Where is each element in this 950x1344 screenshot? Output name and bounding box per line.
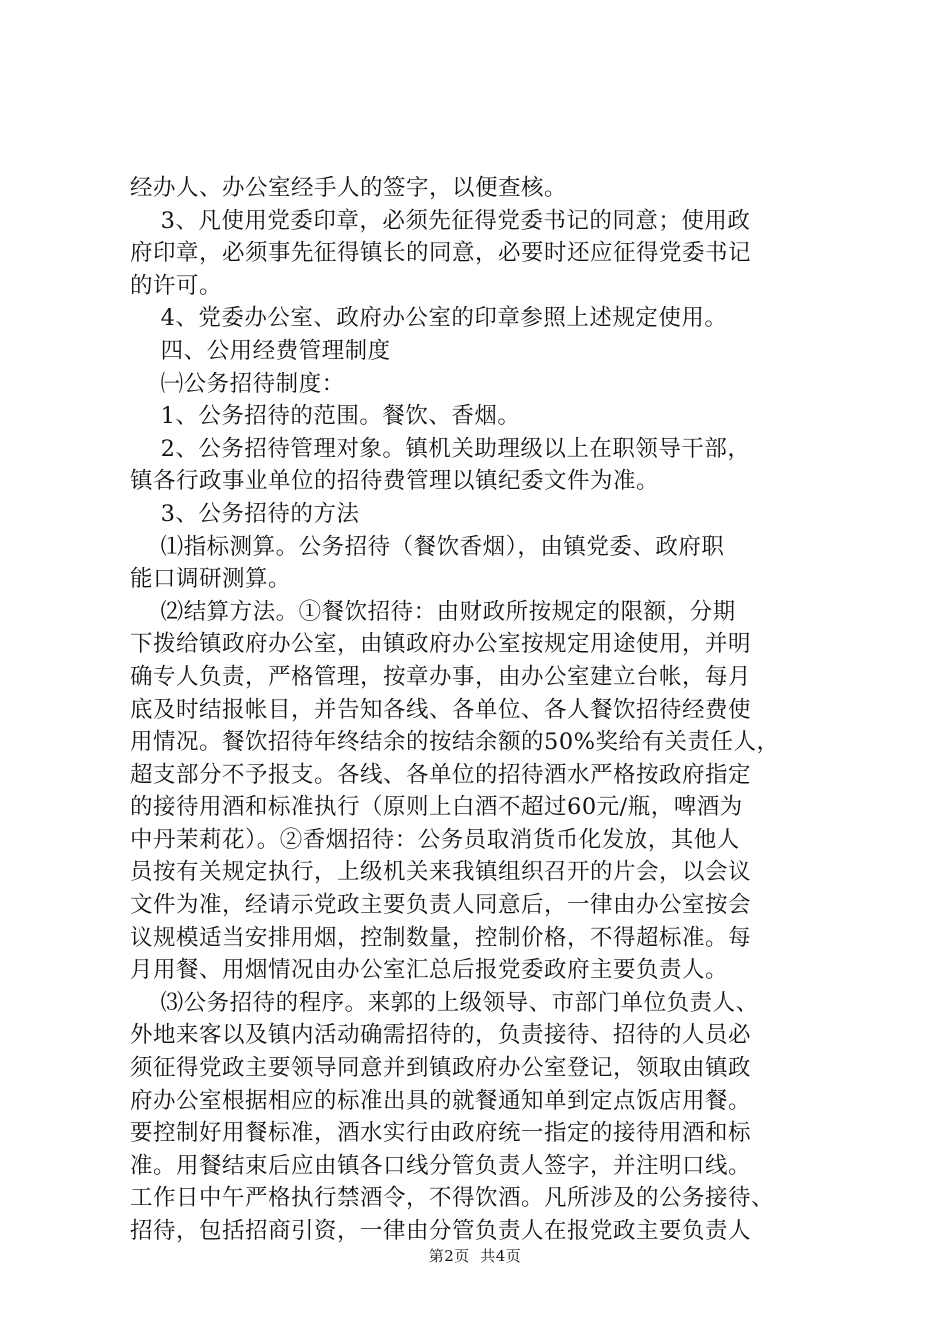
text-line: 用情况。餐饮招待年终结余的按结余额的50%奖给有关责任人， [130,729,780,756]
text-line: 外地来客以及镇内活动确需招待的，负责接待、招待的人员必 [130,1022,752,1049]
text-line: ⑶公务招待的程序。来郭的上级领导、市部门单位负责人、 [130,989,759,1016]
text-line: 工作日中午严格执行禁酒令，不得饮酒。凡所涉及的公务接待、 [130,1185,775,1212]
text-line: 1、公务招待的范围。餐饮、香烟。 [130,403,521,430]
text-line: 文件为准，经请示党政主要负责人同意后，一律由办公室按会 [130,892,752,919]
text-line: 四、公用经费管理制度 [130,337,391,364]
text-line: 议规模适当安排用烟，控制数量，控制价格，不得超标准。每 [130,924,752,951]
text-line: 经办人、办公室经手人的签字，以便查核。 [130,175,568,201]
text-line: 准。用餐结束后应由镇各口线分管负责人签字，并注明口线。 [130,1152,752,1179]
text-line: 招待，包括招商引资，一律由分管负责人在报党政主要负责人 [130,1218,752,1244]
text-line: ⑵结算方法。①餐饮招待：由财政所按规定的限额，分期 [130,598,736,625]
text-line: ㈠公务招待制度： [130,370,345,397]
text-line: 镇各行政事业单位的招待费管理以镇纪委文件为准。 [130,468,660,495]
text-line: 月用餐、用烟情况由办公室汇总后报党委政府主要负责人。 [130,957,729,984]
text-line: 确专人负责，严格管理，按章办事，由办公室建立台帐，每月 [130,663,752,690]
text-line: 2、公务招待管理对象。镇机关助理级以上在职领导干部， [130,435,751,462]
page-footer [0,1245,950,1266]
text-line: 的许可。 [130,272,223,299]
text-line: 须征得党政主要领导同意并到镇政府办公室登记，领取由镇政 [130,1055,752,1082]
text-line: 超支部分不予报支。各线、各单位的招待酒水严格按政府指定 [130,761,752,788]
text-line: 员按有关规定执行，上级机关来我镇组织召开的片会，以会议 [130,859,752,886]
text-line: 府印章，必须事先征得镇长的同意，必要时还应征得党委书记 [130,240,752,267]
text-line: 下拨给镇政府办公室，由镇政府办公室按规定用途使用，并明 [130,631,752,658]
text-line: 3、凡使用党委印章，必须先征得党委书记的同意；使用政 [130,207,751,234]
text-line: 的接待用酒和标准执行（原则上白酒不超过60元/瓶，啤酒为 [130,794,743,821]
text-line: 3、公务招待的方法 [130,500,360,527]
document-body [130,172,830,1248]
text-line: 中丹茉莉花）。②香烟招待：公务员取消货币化发放，其他人 [130,826,740,853]
text-line: 能口调研测算。 [130,566,292,593]
text-line: 府办公室根据相应的标准出具的就餐通知单到定点饭店用餐。 [130,1087,752,1114]
text-line: 底及时结报帐目，并告知各线、各单位、各人餐饮招待经费使 [130,696,752,723]
text-line: 4、党委办公室、政府办公室的印章参照上述规定使用。 [130,305,728,332]
page-number-label: 第2页 共4页 [428,1247,522,1265]
text-line: ⑴指标测算。公务招待（餐饮香烟），由镇党委、政府职 [130,533,725,560]
text-line: 要控制好用餐标准，酒水实行由政府统一指定的接待用酒和标 [130,1120,752,1147]
